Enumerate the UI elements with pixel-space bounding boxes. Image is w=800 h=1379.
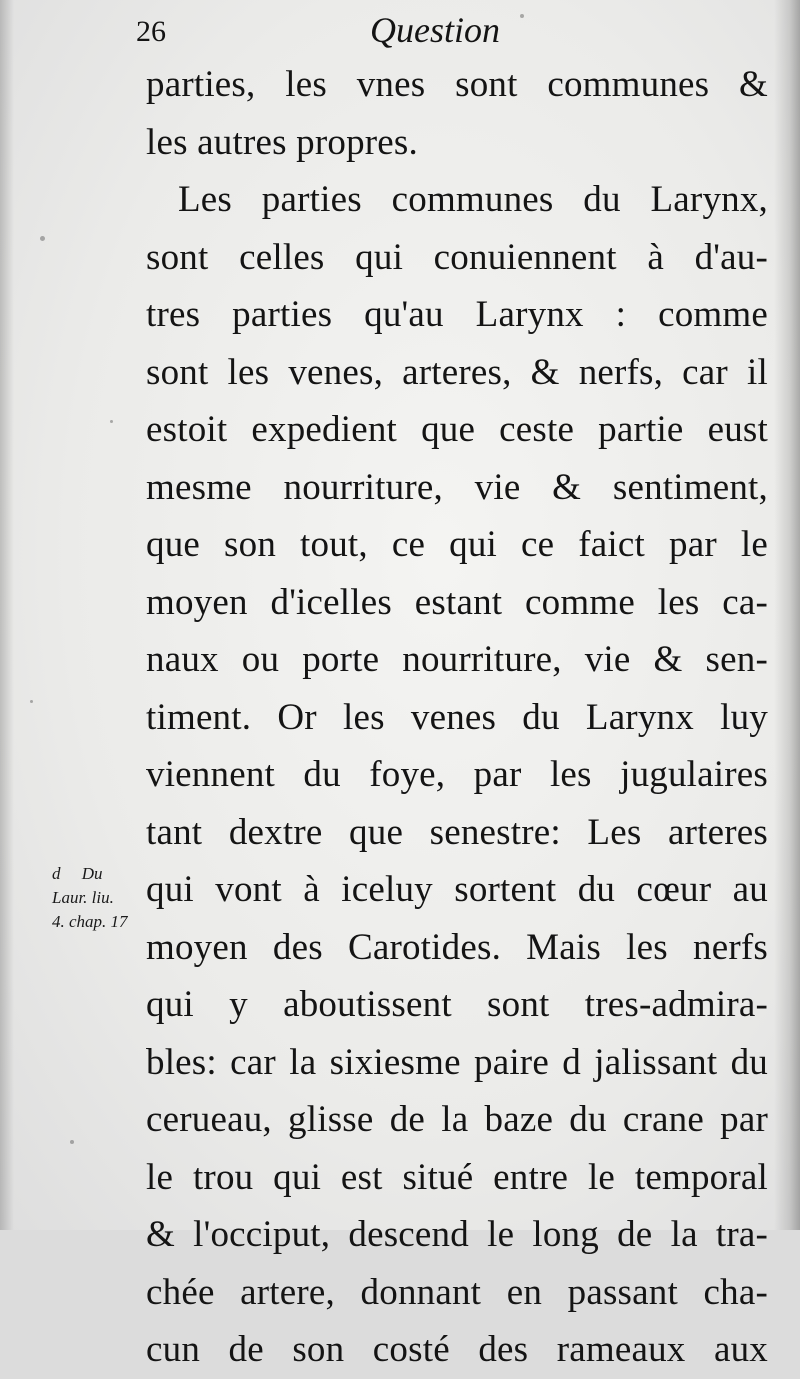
text-line: sont celles qui conuiennent à d'au- [146, 236, 768, 278]
text-line: les autres propres. [146, 121, 418, 163]
paper-speck [70, 1140, 74, 1144]
text-line: bles: car la sixiesme paire d jalissant du [146, 1041, 768, 1083]
running-head: Question [370, 10, 500, 50]
margin-note-line: 4. chap. 17 [52, 912, 128, 931]
text-line: estoit expedient que ceste partie eust [146, 409, 768, 450]
page-header [0, 8, 800, 52]
paper-speck [520, 14, 524, 18]
text-line: sont les venes, arteres, & nerfs, car il [146, 351, 768, 393]
paper-speck [40, 236, 45, 241]
text-line: mesme nourriture, vie & sentiment, [146, 466, 768, 508]
text-line: viennent du foye, par les jugulaires [146, 754, 768, 795]
margin-note-line [52, 862, 152, 886]
text-line: cun de son costé des rameaux aux [146, 1329, 768, 1370]
footnote-marker: d [52, 864, 61, 883]
text-line: timent. Or les venes du Larynx luy [146, 696, 768, 738]
paper-speck [30, 700, 33, 703]
text-line: tres parties qu'au Larynx : comme [146, 294, 768, 335]
text-line: qui y aboutissent sont tres-admira- [146, 984, 768, 1025]
text-line: moyen des Carotides. Mais les nerfs [146, 926, 768, 968]
text-line: le trou qui est situé entre le temporal [146, 1156, 768, 1198]
text-line: moyen d'icelles estant comme les ca- [146, 581, 768, 623]
paper-speck [110, 420, 113, 423]
margin-note [52, 862, 152, 934]
margin-note-text: Du [81, 864, 103, 883]
page-number: 26 [136, 15, 166, 48]
spine-shadow [774, 0, 800, 1230]
text-line: & l'occiput, descend le long de la tra- [146, 1214, 768, 1255]
text-line: tant dextre que senestre: Les arteres [146, 811, 768, 853]
text-line: Les parties communes du Larynx, [178, 179, 768, 220]
text-line: qui vont à iceluy sortent du cœur au [146, 869, 768, 910]
text-line: que son tout, ce qui ce faict par le [146, 524, 768, 565]
text-line: cerueau, glisse de la baze du crane par [146, 1099, 768, 1140]
text-line: chée artere, donnant en passant cha- [146, 1271, 768, 1313]
margin-note-line: Laur. liu. [52, 888, 114, 907]
page-edge-shadow [0, 0, 14, 1230]
text-line: parties, les vnes sont communes & [146, 64, 768, 105]
body-text [146, 56, 768, 1379]
text-line: naux ou porte nourriture, vie & sen- [146, 639, 768, 680]
